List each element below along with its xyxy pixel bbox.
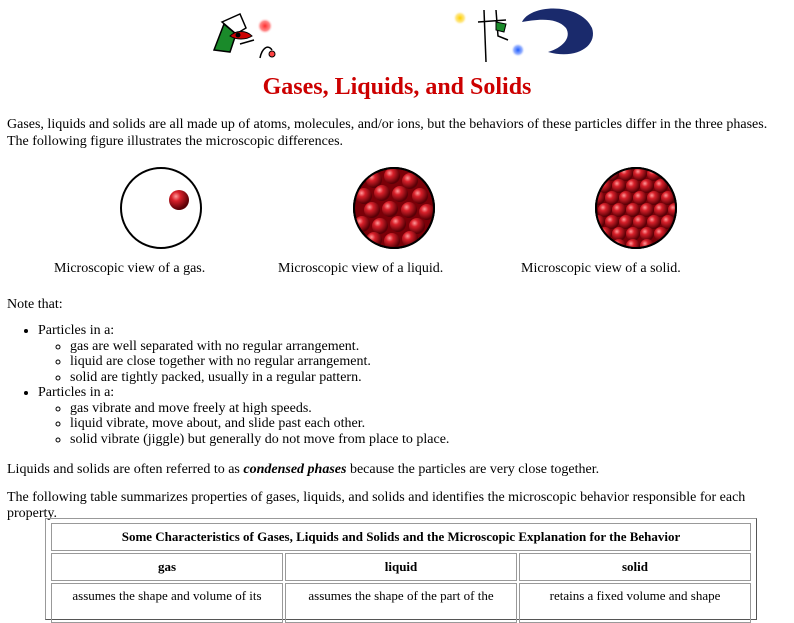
liquid-caption: Microscopic view of a liquid. [278, 261, 444, 276]
table-cell: assumes the shape and volume of its [51, 583, 283, 623]
page-title: Gases, Liquids, and Solids [262, 74, 532, 100]
list-item: ◦ solid vibrate (jiggle) but generally do not move from place to place. [70, 432, 449, 448]
solid-diagram [594, 166, 678, 250]
gas-container [121, 168, 201, 248]
solid-caption: Microscopic view of a solid. [521, 261, 681, 276]
note-group-label: Particles in a: [38, 323, 115, 338]
list-item: ◦ liquid vibrate, move about, and slide past each other. [70, 416, 449, 432]
table-cell: assumes the shape of the part of the [285, 583, 517, 623]
table-caption: Some Characteristics of Gases, Liquids and Solids and the Microscopic Explanation for the Behavior [51, 523, 751, 551]
list-item: ◦ solid are tightly packed, usually in a regular pattern. [70, 370, 449, 386]
banner-artwork [0, 0, 794, 72]
intro-paragraph: Gases, liquids and solids are all made up of atoms, molecules, and/or ions, but the behaviors of these particles differ in the three phases. The following figure illustrates the microscopic differences. [7, 117, 768, 149]
liquid-diagram [352, 166, 436, 250]
list-item: ◦ liquid are close together with no regular arrangement. [70, 354, 449, 370]
abstract-figure-left [214, 14, 275, 58]
condensed-phases-term: condensed phases [243, 462, 347, 477]
table-intro-paragraph: The following table summarizes properties of gases, liquids, and solids and identifies the microscopic behavior responsible for each property. [7, 490, 746, 521]
table-cell: retains a fixed volume and shape [519, 583, 751, 623]
list-item [38, 323, 449, 385]
gas-caption: Microscopic view of a gas. [54, 261, 206, 276]
note-group-label: Particles in a: [38, 385, 115, 400]
abstract-figure-right [453, 8, 593, 62]
gas-particle [169, 190, 189, 210]
notes-list [0, 323, 449, 447]
column-header-gas: gas [51, 553, 283, 581]
list-item [38, 385, 449, 447]
characteristics-table [45, 518, 757, 620]
condensed-text-before: Liquids and solids are often referred to as [7, 462, 244, 477]
note-heading: Note that: [7, 297, 63, 312]
column-header-solid: solid [519, 553, 751, 581]
list-item: ◦ gas are well separated with no regular arrangement. [70, 339, 449, 355]
list-item: ◦ gas vibrate and move freely at high speeds. [70, 401, 449, 417]
condensed-text-after: because the particles are very close together. [346, 462, 600, 477]
condensed-phases-paragraph [7, 462, 599, 478]
column-header-liquid: liquid [285, 553, 517, 581]
gas-diagram [119, 166, 203, 250]
